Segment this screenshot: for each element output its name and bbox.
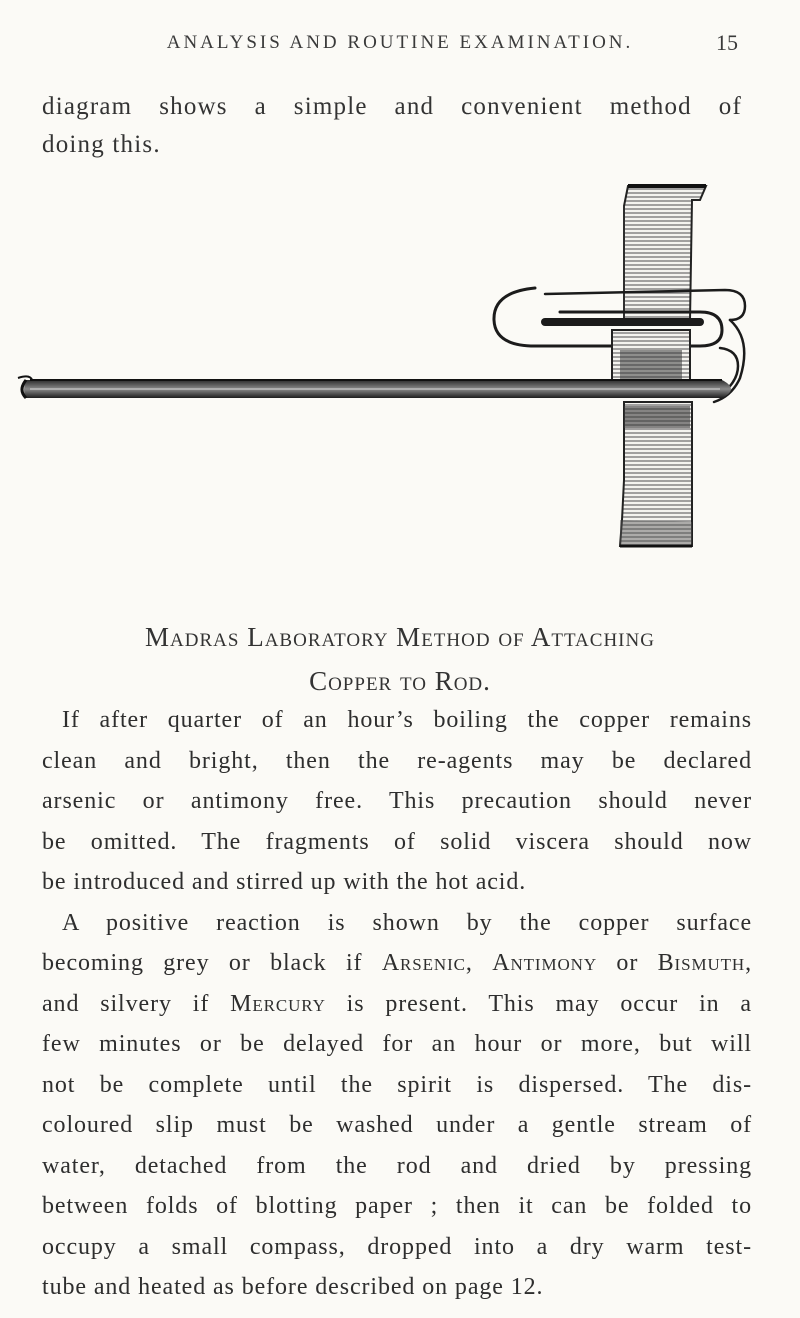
text-line: A positive reaction is shown by the copper surface <box>62 909 752 936</box>
term-arsenic: Arsenic <box>381 950 466 976</box>
caption-line: Copper to Rod. <box>309 666 491 696</box>
text-run: becoming grey or black if <box>42 950 382 976</box>
text-line: arsenic or antimony free. This precaution should never <box>42 788 752 814</box>
lower-copper-slip <box>620 402 692 546</box>
page-number: 15 <box>716 30 738 55</box>
text-run: is present. This may occur in a <box>325 990 752 1017</box>
text-line: between folds of blotting paper ; then it can be folded to <box>42 1193 752 1219</box>
body-text <box>42 700 752 1308</box>
text-run: , <box>465 950 493 976</box>
text-line: clean and bright, then the re-agents may be declared <box>42 747 752 774</box>
running-head: ANALYSIS AND ROUTINE EXAMINATION. <box>166 32 634 53</box>
upper-copper-slip <box>624 186 706 320</box>
term-antimony: Antimony <box>492 950 598 976</box>
term-bismuth: Bismuth <box>657 950 746 976</box>
intro-line: doing this. <box>42 131 161 158</box>
text-run: and silvery if <box>42 990 231 1017</box>
page-header <box>0 30 800 60</box>
intro-paragraph <box>42 88 742 164</box>
text-line: occupy a small compass, dropped into a dry warm test- <box>42 1233 752 1260</box>
term-mercury: Mercury <box>230 990 326 1017</box>
copper-rod-illustration <box>0 180 800 580</box>
intro-line: diagram shows a simple and convenient method of <box>42 93 742 120</box>
text-line <box>42 943 752 984</box>
text-line: coloured slip must be washed under a gentle stream of <box>42 1112 752 1138</box>
text-line: tube and heated as before described on page 12. <box>42 1274 544 1300</box>
figure-caption <box>0 615 800 703</box>
text-line: be omitted. The fragments of solid viscera should now <box>42 828 752 855</box>
text-run: , <box>745 950 753 976</box>
text-line <box>42 984 752 1025</box>
text-line: not be complete until the spirit is dispersed. The dis- <box>42 1071 752 1098</box>
copper-rod-diagram <box>0 180 800 580</box>
text-line: water, detached from the rod and dried by pressing <box>42 1152 752 1179</box>
text-line: be introduced and stirred up with the hot acid. <box>42 869 527 895</box>
caption-line: Madras Laboratory Method of Attaching <box>145 622 655 652</box>
glass-rod <box>18 376 731 398</box>
text-line: few minutes or be delayed for an hour or more, but will <box>42 1031 752 1057</box>
text-line: If after quarter of an hour’s boiling the copper remains <box>62 707 752 733</box>
text-run: or <box>597 950 658 976</box>
